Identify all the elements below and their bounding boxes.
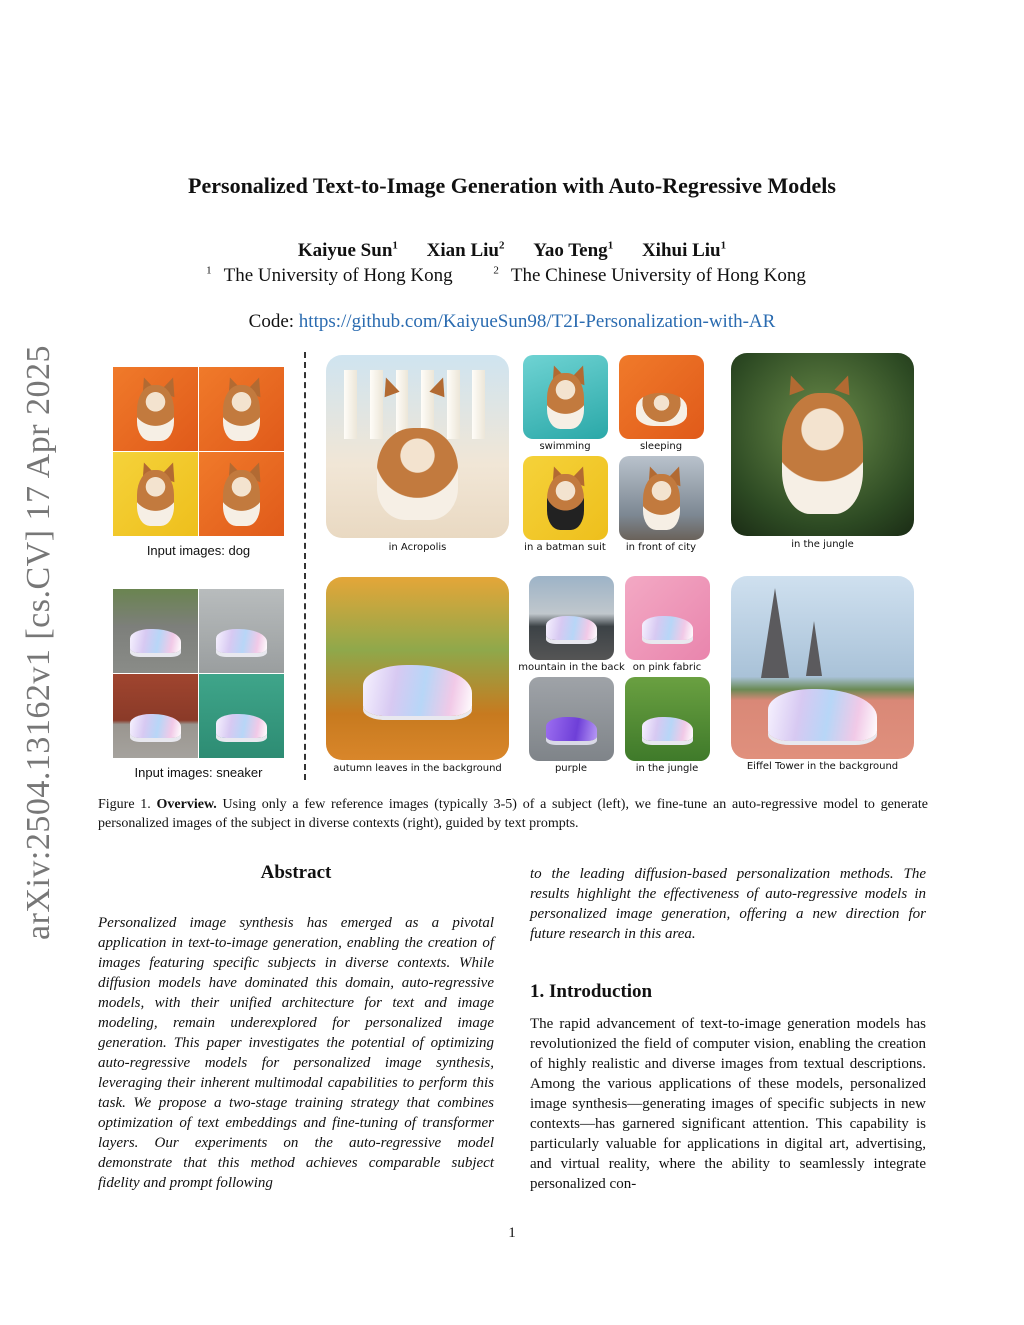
abstract-continued: to the leading diffusion-based personalization methods. The results highlight the effectiveness of auto-regressive models in personalized image generation, offering a new direction for future research in this area.: [530, 866, 926, 942]
introduction-text: The rapid advancement of text-to-image generation models has revolutionized the field of computer vision, enabling the creation of highly realistic and diverse images from textual descriptions. Among the various applications of these models, personalized image synthesis—generating images of specific subjects in new contexts—has garnered significant attention. This capability is particularly valuable for applications in digital art, advertising, and virtual reality, where the ability to seamlessly integrate personalized con-: [530, 1016, 926, 1192]
input-sneaker-image: [113, 674, 198, 758]
arxiv-stamp: arXiv:2504.13162v1 [cs.CV] 17 Apr 2025: [20, 344, 57, 940]
caption-dog-batman: in a batman suit: [524, 542, 606, 553]
output-sneaker-purple: [529, 677, 614, 761]
output-sneaker-pink: [625, 576, 710, 660]
output-dog-city: [619, 456, 704, 540]
code-link[interactable]: https://github.com/KaiyueSun98/T2I-Personalization-with-AR: [298, 311, 776, 332]
caption-dog-acropolis: in Acropolis: [388, 542, 447, 553]
figure-caption: Figure 1. Overview. Using only a few reference images (typically 3-5) of a subject (left), we fine-tune an auto-regressive model to generate personalized images of the subject in diverse contexts (right), guided by text prompts.: [98, 797, 929, 831]
caption-sneaker-purple: purple: [554, 763, 588, 774]
code-label: Code:: [248, 311, 299, 332]
figure-divider: [304, 352, 306, 780]
author: Yao Teng$^1$: [533, 240, 614, 262]
caption-dog-swimming: swimming: [539, 441, 591, 452]
affiliation: $^1$ The University of Hong Kong: [206, 265, 453, 287]
output-dog-batman: [523, 456, 608, 540]
introduction-heading: 1. Introduction: [530, 981, 653, 1002]
caption-sneaker-eiffel: Eiffel Tower in the background: [746, 761, 899, 772]
input-sneaker-image: [199, 674, 284, 758]
author: Xian Liu$^2$: [426, 240, 505, 262]
output-sneaker-eiffel: [731, 576, 914, 759]
caption-dog-sleeping: sleeping: [639, 441, 683, 452]
output-sneaker-jungle: [625, 677, 710, 761]
input-dog-caption: Input images: dog: [146, 543, 251, 558]
output-dog-swimming: [523, 355, 608, 439]
caption-dog-city: in front of city: [625, 542, 697, 553]
input-dog-image: [199, 367, 284, 451]
output-sneaker-mountain: [529, 576, 614, 660]
abstract-text: Personalized image synthesis has emerged as a pivotal application in text-to-image generation, enabling the creation of images featuring specific subjects in diverse contexts. While diffusion models have dominated this domain, auto-regressive models, with their unified architecture for text and image modeling, remain underexplored for personalized image generation. This paper investigates the potential of optimizing auto-regressive models for personalized image synthesis, leveraging their inherent multimodal capabilities to perform this task. We propose a two-stage training strategy that combines optimization of text embeddings and fine-tuning of transformer layers. Our experiments on the auto-regressive model demonstrate that this method achieves comparable subject fidelity and prompt following: [98, 915, 494, 1191]
input-dog-image: [199, 452, 284, 536]
page-number: 1: [508, 1225, 516, 1241]
output-dog-sleeping: [619, 355, 704, 439]
caption-sneaker-autumn: autumn leaves in the background: [333, 763, 502, 774]
abstract-heading: Abstract: [260, 862, 332, 883]
output-dog-acropolis: [326, 355, 509, 538]
paper-title: Personalized Text-to-Image Generation with Auto-Regressive Models: [188, 173, 836, 198]
input-sneaker-caption: Input images: sneaker: [134, 765, 263, 780]
author: Xihui Liu$^1$: [641, 240, 727, 262]
caption-sneaker-mountain: mountain in the back: [518, 662, 625, 673]
caption-sneaker-jungle: in the jungle: [635, 763, 699, 774]
code-line: [0, 311, 1024, 333]
caption-dog-jungle: in the jungle: [791, 539, 854, 550]
affiliation-list: [0, 265, 1024, 287]
output-dog-jungle: [731, 353, 914, 536]
input-dog-image: [113, 452, 198, 536]
affiliation: $^2$ The Chinese University of Hong Kong: [493, 265, 806, 287]
input-dog-image: [113, 367, 198, 451]
author-list: [0, 240, 1024, 262]
author: Kaiyue Sun$^1$: [297, 240, 398, 262]
caption-sneaker-pink: on pink fabric: [632, 662, 702, 673]
input-sneaker-image: [199, 589, 284, 673]
input-sneaker-image: [113, 589, 198, 673]
output-sneaker-autumn: [326, 577, 509, 760]
